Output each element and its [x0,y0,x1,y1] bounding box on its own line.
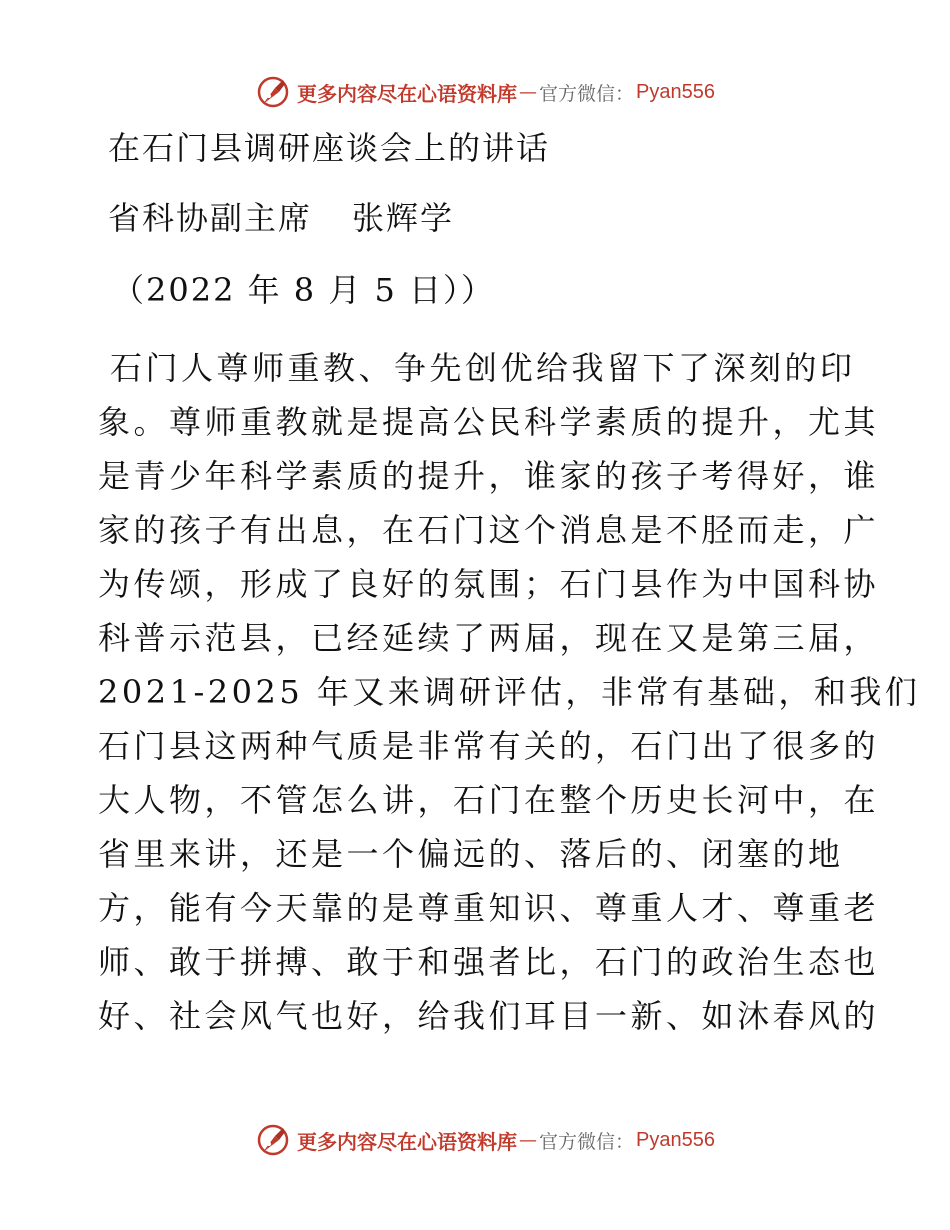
body-line: 师、敢于拼搏、敢于和强者比，石门的政治生态也 [98,943,880,981]
watermark-content [255,74,715,110]
watermark-dash: — [519,1129,537,1151]
watermark-wechat-label: 官方微信： [539,1130,635,1153]
body-line: 为传颂，形成了良好的氛围；石门县作为中国科协 [98,565,880,603]
watermark-content [255,1122,715,1158]
watermark-brand-text: 更多内容尽在心语资料库 [297,81,517,106]
watermark-wechat-id: Pyan556 [636,80,715,103]
body-text [98,348,921,1050]
watermark-dash: — [519,81,537,103]
header-watermark [0,72,950,112]
body-line: 石门人尊师重教、争先创优给我留下了深刻的印 [110,349,856,387]
body-line: 大人物，不管怎么讲，石门在整个历史长河中，在 [98,781,880,819]
body-line: 方，能有今天靠的是尊重知识、尊重人才、尊重老 [98,889,880,927]
watermark-wechat-id: Pyan556 [636,1128,715,1151]
author-role: 省科协副主席 [108,199,313,237]
speech-date: （2022 年 8 月 5 日）） [112,271,496,309]
author-name: 张辉学 [352,199,455,237]
document-title: 在石门县调研座谈会上的讲话 [108,129,551,167]
body-line: 象。尊师重教就是提高公民科学素质的提升，尤其 [98,403,880,441]
body-line: 省里来讲，还是一个偏远的、落后的、闭塞的地 [98,835,844,873]
body-line: 好、社会风气也好，给我们耳目一新、如沐春风的 [98,997,880,1035]
footer-watermark [0,1120,950,1160]
pen-logo-icon [255,1122,291,1158]
body-line: 是青少年科学素质的提升，谁家的孩子考得好，谁 [98,457,880,495]
body-line: 石门县这两种气质是非常有关的，石门出了很多的 [98,727,880,765]
author-line [108,198,454,238]
body-line: 2021-2025 年又来调研评估，非常有基础，和我们 [98,673,921,711]
body-line: 家的孩子有出息，在石门这个消息是不胫而走，广 [98,511,880,549]
body-line: 科普示范县，已经延续了两届，现在又是第三届， [98,619,880,657]
watermark-brand-text: 更多内容尽在心语资料库 [297,1129,517,1154]
watermark-wechat-label: 官方微信： [539,82,635,105]
pen-logo-icon [255,74,291,110]
